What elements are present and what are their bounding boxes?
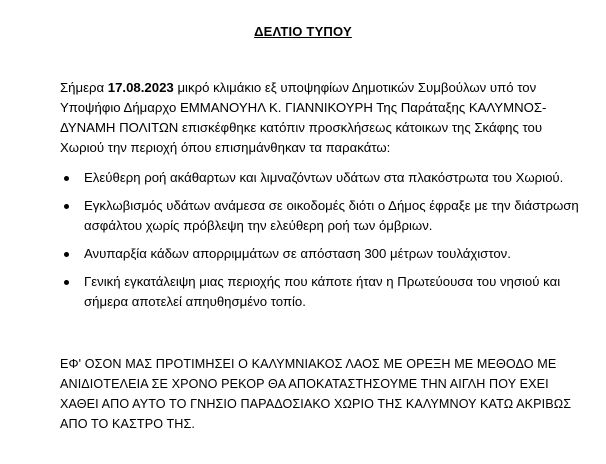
bullet-dot-icon	[64, 176, 69, 181]
bullet-dot-icon	[64, 204, 69, 209]
intro-paragraph	[60, 78, 580, 158]
intro-prefix: Σήμερα	[60, 80, 108, 95]
bullet-text: Εγκλωβισμός υδάτων ανάμεσα σε οικοδομές διότι ο Δήμος έφραξε με την διάστρωση ασφάλτου χωρίς πρόβλεψη την ελεύθερη ροή των όμβριων.	[84, 198, 579, 233]
list-item	[60, 272, 590, 312]
closing-paragraph: ΕΦ' ΟΣΟΝ ΜΑΣ ΠΡΟΤΙΜΗΣΕΙ Ο ΚΑΛΥΜΝΙΑΚΟΣ ΛΑΟΣ ΜΕ ΟΡΕΞΗ ΜΕ ΜΕΘΟΔΟ ΜΕ ΑΝΙΔΙΟΤΕΛΕΙΑ ΣΕ ΧΡΟΝΟ ΡΕΚΟΡ ΘΑ ΑΠΟΚΑΤΑΣΤΗΣΟΥΜΕ ΤΗΝ ΑΙΓΛΗ ΠΟΥ ΕΧΕΙ ΧΑΘΕΙ ΑΠΟ ΑΥΤΟ ΤΟ ΓΝΗΣΙΟ ΠΑΡΑΔΟΣΙΑΚΟ ΧΩΡΙΟ ΤΗΣ ΚΑΛΥΜΝΟΥ ΚΑΤΩ ΑΚΡΙΒΩΣ ΑΠΟ ΤΟ ΚΑΣΤΡΟ ΤΗΣ.	[60, 357, 572, 431]
intro-date: 17.08.2023	[107, 80, 174, 95]
bullet-list	[60, 168, 590, 320]
bullet-text: Γενική εγκατάλειψη μιας περιοχής που κάποτε ήταν η Πρωτεύουσα του νησιού και σήμερα αποτελεί απηυθησμένο τοπίο.	[84, 274, 561, 309]
bullet-dot-icon	[64, 252, 69, 257]
list-item	[60, 168, 590, 188]
document-title: ΔΕΛΤΙΟ ΤΥΠΟΥ	[254, 24, 352, 39]
list-item	[60, 196, 590, 236]
bullet-text: Ανυπαρξία κάδων απορριμμάτων σε απόσταση 300 μέτρων τουλάχιστον.	[84, 246, 511, 261]
list-item	[60, 244, 590, 264]
bullet-text: Ελεύθερη ροή ακάθαρτων και λιμναζόντων υδάτων στα πλακόστρωτα του Χωριού.	[84, 170, 564, 185]
bullet-dot-icon	[64, 280, 69, 285]
intro-text: μικρό κλιμάκιο εξ υποψηφίων Δημοτικών Συμβούλων υπό τον Υποψήφιο Δήμαρχο ΕΜΜΑΝΟΥΗΛ Κ. ΓΙΑΝΝΙΚΟΥΡΗ Της Παράταξης ΚΑΛΥΜΝΟΣ-ΔΥΝΑΜΗ ΠΟΛΙΤΩΝ επισκέφθηκε κατόπιν προσκλήσεως κάτοικων της Σκάφης του Χωριού την περιοχή όπου επισημάνθηκαν τα παρακάτω:	[60, 80, 547, 155]
